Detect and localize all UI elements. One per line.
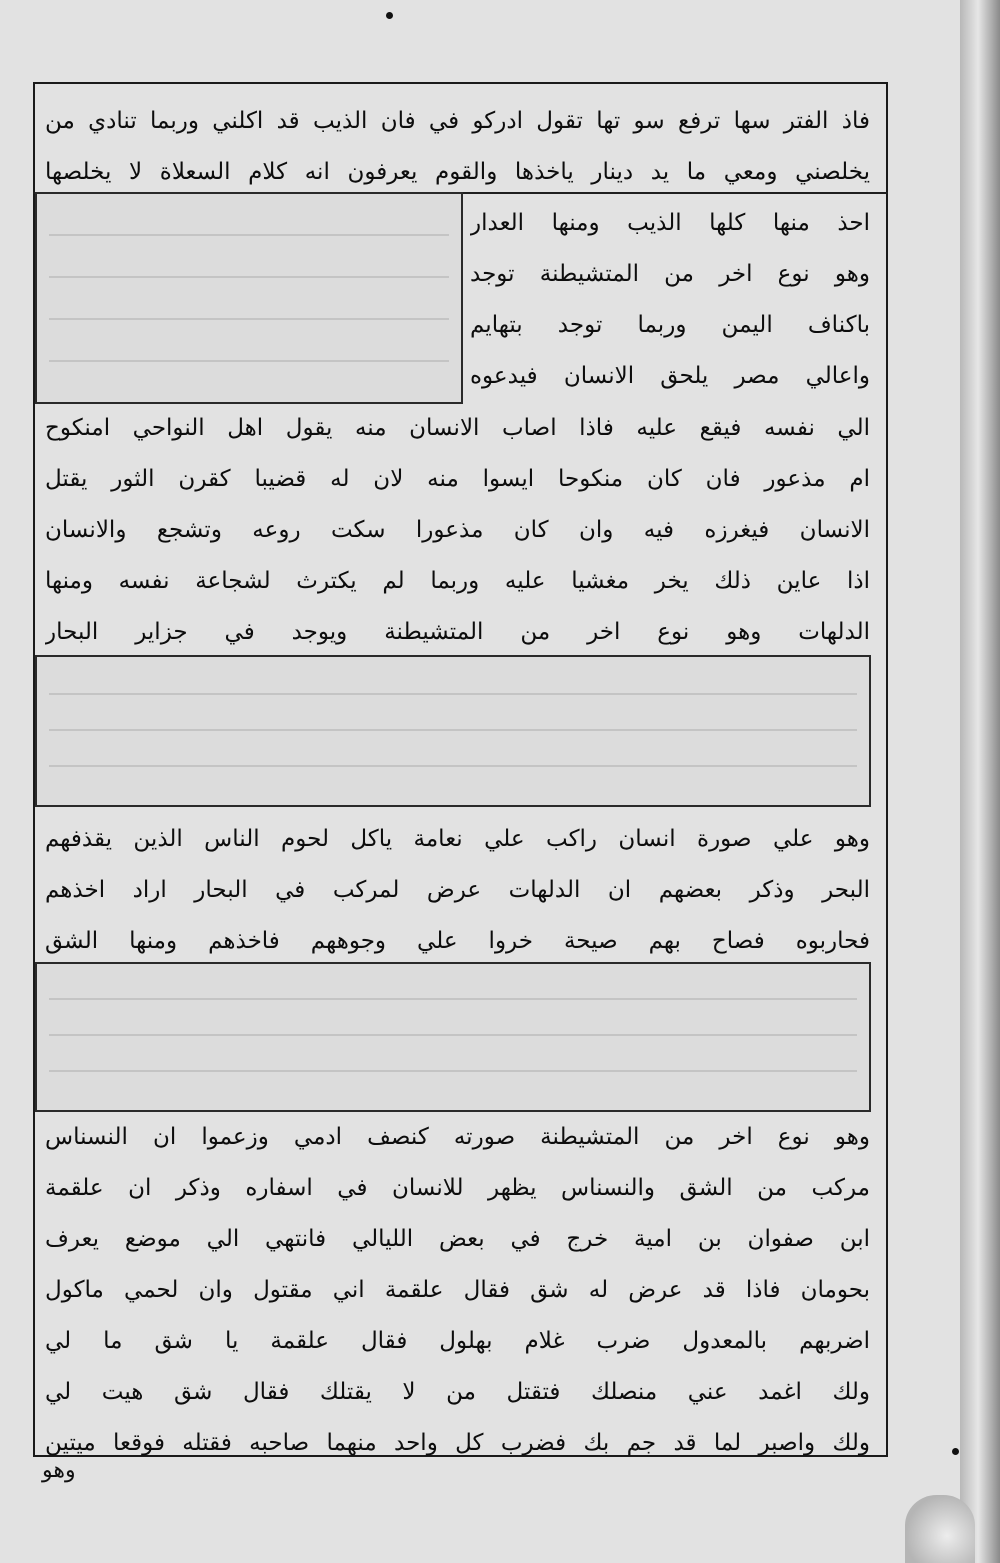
text-block-4 <box>45 814 870 967</box>
text-line: اضربهم بالمعدول ضرب غلام بهلول فقال علقمة يا شق ما لي <box>45 1328 870 1354</box>
ink-spot <box>386 12 393 19</box>
thumb <box>905 1495 975 1563</box>
text-line: احذ منها كلها الذيب ومنها العدار <box>470 210 870 236</box>
text-block-5 <box>45 1112 870 1469</box>
text-block-1 <box>45 96 870 198</box>
text-line: ولك اغمد عني منصلك فتقتل من لا يقتلك فقال شق هيت لي <box>45 1379 870 1405</box>
text-line: مركب من الشق والنسناس يظهر للانسان في اسفاره وذكر ان علقمة <box>45 1175 870 1201</box>
book-gutter <box>960 0 1000 1563</box>
text-line: الدلهات وهو نوع اخر من المتشيطنة ويوجد في جزاير البحار <box>45 619 870 645</box>
text-line: ابن صفوان بن امية خرج في بعض الليالي فانتهي الي موضع يعرف <box>45 1226 870 1252</box>
text-line: ولك واصبر لما قد جم بك فضرب كل واحد منهما صاحبه فقتله فوقعا ميتين <box>45 1430 870 1456</box>
text-line: باكناف اليمن وربما توجد بتهايم <box>470 312 870 338</box>
illustration-box <box>35 655 871 807</box>
text-line: البحر وذكر بعضهم ان الدلهات عرض لمركب في البحار اراد اخذهم <box>45 877 870 903</box>
ink-spot <box>952 1448 959 1455</box>
text-line: واعالي مصر يلحق الانسان فيدعوه <box>470 363 870 389</box>
illustration-box <box>35 192 463 404</box>
text-block-2 <box>470 198 870 402</box>
catchword: وهو <box>42 1458 76 1483</box>
text-block-3 <box>45 403 870 658</box>
illustration-box <box>35 962 871 1112</box>
text-line: فحاربوه فصاح بهم صيحة خروا علي وجوههم فاخذهم ومنها الشق <box>45 928 870 954</box>
text-line: يخلصني ومعي ما يد دينار ياخذها والقوم يعرفون انه كلام السعلاة لا يخلصها <box>45 159 870 185</box>
text-line: وهو علي صورة انسان راكب علي نعامة ياكل لحوم الناس الذين يقذفهم <box>45 826 870 852</box>
text-line: اذا عاين ذلك يخر مغشيا عليه وربما لم يكترث لشجاعة نفسه ومنها <box>45 568 870 594</box>
text-line: وهو نوع اخر من المتشيطنة توجد <box>470 261 870 287</box>
text-line: الي نفسه فيقع عليه فاذا اصاب الانسان منه يقول اهل النواحي امنكوح <box>45 415 870 441</box>
text-line: الانسان فيغرزه فيه وان كان مذعورا سكت روعه وتشجع والانسان <box>45 517 870 543</box>
text-line: ام مذعور فان كان منكوحا ايسوا منه لان له قضيبا كقرن الثور يقتل <box>45 466 870 492</box>
text-line: فاذ الفتر سها ترفع سو تها تقول ادركو في فان الذيب قد اكلني وربما تنادي من <box>45 108 870 134</box>
text-line: وهو نوع اخر من المتشيطنة صورته كنصف ادمي وزعموا ان النسناس <box>45 1124 870 1150</box>
text-line: بحومان فاذا قد عرض له شق فقال علقمة اني مقتول وان لحمي ماكول <box>45 1277 870 1303</box>
